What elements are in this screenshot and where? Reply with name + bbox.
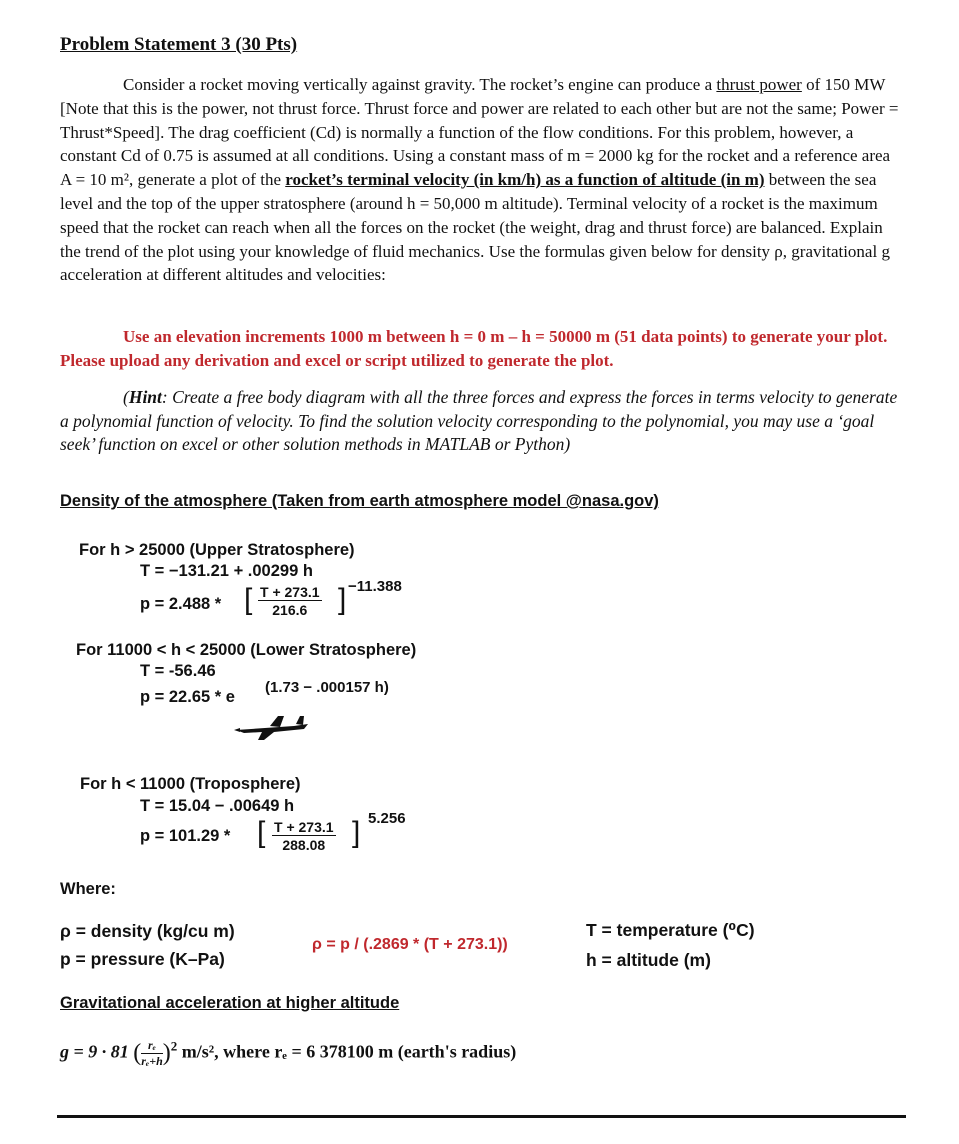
temperature-definition: T = temperature (⁰C) xyxy=(586,920,755,940)
upper-strat-label: For h > 25000 (Upper Stratosphere) xyxy=(79,541,355,559)
troposphere-pressure: p = 101.29 * xyxy=(140,827,231,845)
thrust-power-term: thrust power xyxy=(716,75,802,94)
where-label: Where: xyxy=(60,880,116,898)
upper-strat-temp: T = −131.21 + .00299 h xyxy=(140,562,313,580)
upper-strat-pressure: p = 2.488 * xyxy=(140,595,222,613)
lower-strat-temp: T = -56.46 xyxy=(140,662,216,680)
hint-label: Hint xyxy=(128,387,162,407)
instruction-text: Use an elevation increments 1000 m between h = 0 m – h = 50000 m (51 data points) to generate your plot. Please upload any derivation and excel or script utilized to generate the plot. xyxy=(60,327,888,370)
gravity-formula: g = 9 · 81 ( $\frac{\text{rₑ}}{\text{rₑ+h}}$ )$^2$ m/s², where rₑ = 6 378100 m (earth's radius) xyxy=(60,1038,517,1068)
troposphere-temp: T = 15.04 − .00649 h xyxy=(140,797,295,815)
problem-paragraph xyxy=(60,73,900,287)
troposphere-label: For h < 11000 (Troposphere) xyxy=(80,775,301,793)
lower-strat-pressure: p = 22.65 * e xyxy=(140,688,235,706)
problem-title: Problem Statement 3 (30 Pts) xyxy=(60,34,298,55)
altitude-definition: h = altitude (m) xyxy=(586,950,711,970)
right-bracket: ] xyxy=(352,816,361,849)
rho-definition: ρ = density (kg/cu m) xyxy=(60,921,235,941)
pressure-definition: p = pressure (K–Pa) xyxy=(60,949,225,969)
hint-text: (Hint: Create a free body diagram with all the three forces and express the forces in terms velocity to generate a polynomial function of velocity. To find the solution velocity corresponding to the polynomial, you may use a ‘goal seek’ function on excel or other solution methods in MATLAB or Python) xyxy=(60,387,898,454)
density-formula: ρ = p / (.2869 * (T + 273.1)) xyxy=(312,936,508,953)
lower-strat-label: For 11000 < h < 25000 (Lower Stratosphere) xyxy=(76,641,417,659)
lower-strat-exponent: (1.73 − .000157 h) xyxy=(265,679,389,696)
gravity-heading: Gravitational acceleration at higher altitude xyxy=(60,994,400,1012)
left-bracket: [ xyxy=(244,583,253,616)
paragraph-part-2: of 150 MW [Note that this is the power, not thrust force. Thrust force and power are related to each other but are not the same; Power = Thrust*Speed]. The drag coefficient (Cd) is normally a function of the flow conditions. For this problem, however, a constant Cd of 0.75 is assumed at all conditions. Using a constant mass of m = 2000 kg for the rocket and a reference area A = 10 m², generate a plot of the xyxy=(60,75,899,190)
upper-strat-exponent: −11.388 xyxy=(348,578,402,595)
left-bracket: [ xyxy=(257,816,266,849)
upper-strat-fraction: $\frac{T + 273.1}{216.6}$ xyxy=(260,584,320,618)
right-bracket: ] xyxy=(338,583,347,616)
radius-fraction: $\frac{\text{rₑ}}{\text{rₑ+h}}$ xyxy=(141,1038,163,1068)
gravity-rest: m/s², where rₑ = 6 378100 m (earth's radius) xyxy=(177,1041,517,1062)
hint-body: : Create a free body diagram with all the three forces and express the forces in terms velocity to generate a polynomial function of velocity. To find the solution velocity corresponding to the polynomial, you may use a ‘goal seek’ function on excel or other solution methods in MATLAB or Python) xyxy=(60,387,898,454)
troposphere-exponent: 5.256 xyxy=(368,810,406,827)
terminal-velocity-term: rocket’s terminal velocity (in km/h) as a function of altitude (in m) xyxy=(285,170,765,190)
paragraph-part-1: Consider a rocket moving vertically against gravity. The rocket’s engine can produce a xyxy=(123,75,717,94)
density-heading: Density of the atmosphere (Taken from earth atmosphere model @nasa.gov) xyxy=(60,492,659,510)
jet-plane-icon xyxy=(234,712,310,742)
bottom-divider xyxy=(57,1115,906,1118)
paragraph-part-3: between the sea level and the top of the upper stratosphere (around h = 50,000 m altitude). Terminal velocity of a rocket is the maximum speed that the rocket can reach when all the forces on the rocket (the weight, drag and thrust force) are balanced. Explain the trend of the plot using your knowledge of fluid mechanics. Use the formulas given below for density ρ, gravitational g acceleration at different altitudes and velocities: xyxy=(60,170,890,285)
troposphere-fraction: $\frac{T + 273.1}{288.08}$ xyxy=(274,819,334,853)
